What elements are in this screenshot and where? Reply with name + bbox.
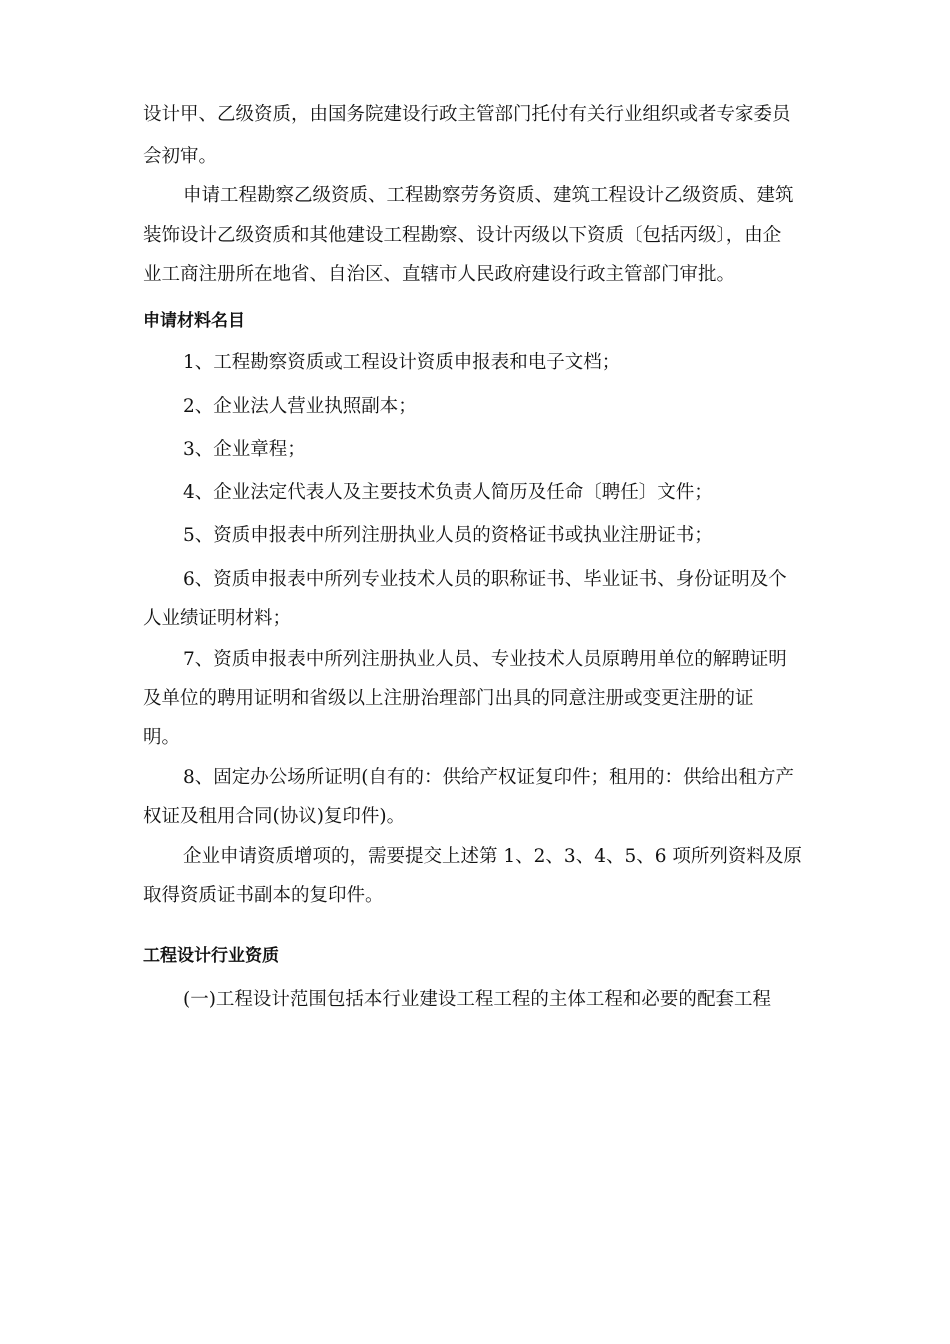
body-line: (一)工程设计范围包括本行业建设工程工程的主体工程和必要的配套工程 — [183, 989, 771, 1010]
body-line: 装饰设计乙级资质和其他建设工程勘察、设计丙级以下资质〔包括丙级〕，由企 — [143, 225, 782, 246]
body-line: 设计甲、乙级资质，由国务院建设行政主管部门托付有关行业组织或者专家委员 — [143, 104, 791, 125]
body-line: 申请工程勘察乙级资质、工程勘察劳务资质、建筑工程设计乙级资质、建筑 — [183, 185, 794, 206]
list-item: 1、工程勘察资质或工程设计资质申报表和电子文档； — [183, 352, 621, 373]
list-item: 3、企业章程； — [183, 439, 306, 460]
body-line: 会初审。 — [143, 146, 218, 167]
body-line: 取得资质证书副本的复印件。 — [143, 885, 384, 906]
list-item-continuation: 人业绩证明材料； — [143, 608, 292, 629]
section-heading: 工程设计行业资质 — [143, 946, 279, 966]
list-item-continuation: 及单位的聘用证明和省级以上注册治理部门出具的同意注册或变更注册的证 — [143, 688, 754, 709]
body-line: 业工商注册所在地省、自治区、直辖市人民政府建设行政主管部门审批。 — [143, 264, 736, 285]
list-item: 7、资质申报表中所列注册执业人员、专业技术人员原聘用单位的解聘证明 — [183, 649, 787, 670]
section-heading: 申请材料名目 — [143, 311, 245, 331]
list-item: 5、资质申报表中所列注册执业人员的资格证书或执业注册证书； — [183, 525, 713, 546]
body-line: 企业申请资质增项的，需要提交上述第 1、2、3、4、5、6 项所列资料及原 — [183, 846, 802, 867]
list-item: 2、企业法人营业执照副本； — [183, 396, 417, 417]
list-item: 4、企业法定代表人及主要技术负责人简历及任命〔聘任〕文件； — [183, 482, 713, 503]
list-item: 6、资质申报表中所列专业技术人员的职称证书、毕业证书、身份证明及个 — [183, 569, 787, 590]
list-item-continuation: 权证及租用合同(协议)复印件)。 — [143, 806, 406, 827]
list-item: 8、固定办公场所证明(自有的：供给产权证复印件；租用的：供给出租方产 — [183, 767, 794, 788]
list-item-continuation: 明。 — [143, 727, 181, 748]
